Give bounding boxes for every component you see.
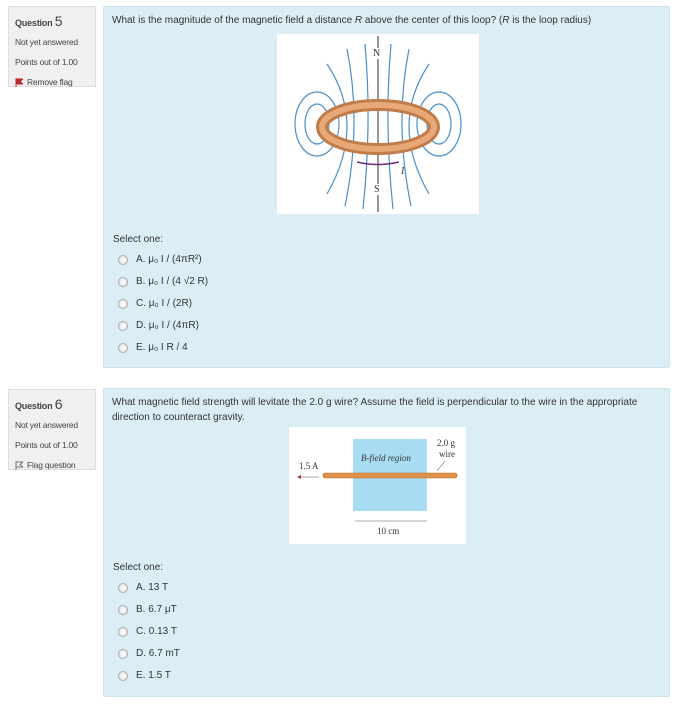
question-points: Points out of 1.00 [15, 440, 78, 450]
answer-option[interactable] [118, 604, 177, 615]
option-label: C. μ₀ I / (2R) [136, 298, 193, 309]
option-label: A. 13 T [136, 582, 169, 593]
wire-field-figure [289, 427, 466, 544]
mass-label: 2.0 g [437, 438, 455, 448]
answer-option[interactable] [118, 298, 192, 309]
question-status: Not yet answered [15, 420, 78, 430]
south-label: S [374, 184, 380, 195]
select-one-label: Select one: [113, 234, 164, 245]
question-info [8, 6, 96, 87]
radio-button[interactable] [118, 605, 128, 615]
radio-button[interactable] [118, 671, 128, 681]
current-label: 1.5 A [299, 461, 319, 471]
question-panel [103, 388, 670, 697]
question-status: Not yet answered [15, 37, 78, 47]
option-label: D. 6.7 mT [136, 648, 180, 659]
answer-option[interactable] [118, 670, 171, 681]
flag-outline-icon [15, 461, 23, 470]
question-text: What is the magnitude of the magnetic field a distance R above the center of this loop? (R is the loop radius) [112, 15, 592, 26]
answer-option[interactable] [118, 648, 180, 659]
question-label: Question [15, 401, 53, 411]
option-label: D. μ₀ I / (4πR) [136, 320, 199, 331]
radio-button[interactable] [118, 583, 128, 593]
radio-button[interactable] [118, 343, 128, 353]
question-panel [103, 6, 670, 368]
option-label: B. μ₀ I / (4 √2 R) [136, 276, 209, 287]
answer-option[interactable] [118, 582, 168, 593]
option-label: E. μ₀ I R / 4 [136, 342, 188, 353]
flag-question-button[interactable] [15, 460, 89, 470]
region-label: B-field region [361, 453, 411, 463]
radio-button[interactable] [118, 649, 128, 659]
radio-button[interactable] [118, 321, 128, 331]
question-points: Points out of 1.00 [15, 57, 78, 67]
radio-button[interactable] [118, 255, 128, 265]
question-info [8, 389, 96, 470]
answer-option[interactable] [118, 276, 208, 287]
option-label: C. 0.13 T [136, 626, 177, 637]
flag-label: Remove flag [27, 77, 73, 87]
width-label: 10 cm [377, 526, 400, 536]
question-number: 5 [54, 13, 63, 29]
radio-button[interactable] [118, 299, 128, 309]
question-label: Question [15, 18, 53, 28]
answer-option[interactable] [118, 342, 188, 353]
current-label: I [401, 166, 405, 177]
wire-label: wire [439, 449, 455, 459]
answer-option[interactable] [118, 254, 202, 265]
option-label: E. 1.5 T [136, 670, 171, 681]
radio-button[interactable] [118, 277, 128, 287]
answer-option[interactable] [118, 320, 199, 331]
select-one-label: Select one: [113, 562, 164, 573]
flag-label: Flag question [27, 460, 76, 470]
question-text: What magnetic field strength will levitate the 2.0 g wire? Assume the field is perpendicular to the wire in the appropriate direction to counteract gravity. [112, 397, 638, 423]
radio-button[interactable] [118, 627, 128, 637]
current-loop-figure [277, 34, 479, 214]
flag-icon [15, 78, 23, 87]
option-label: B. 6.7 μT [136, 604, 177, 615]
option-label: A. μ₀ I / (4πR²) [136, 254, 202, 265]
north-label: N [373, 48, 381, 59]
remove-flag-button[interactable] [15, 77, 89, 87]
question-number: 6 [54, 396, 63, 412]
answer-option[interactable] [118, 626, 177, 637]
